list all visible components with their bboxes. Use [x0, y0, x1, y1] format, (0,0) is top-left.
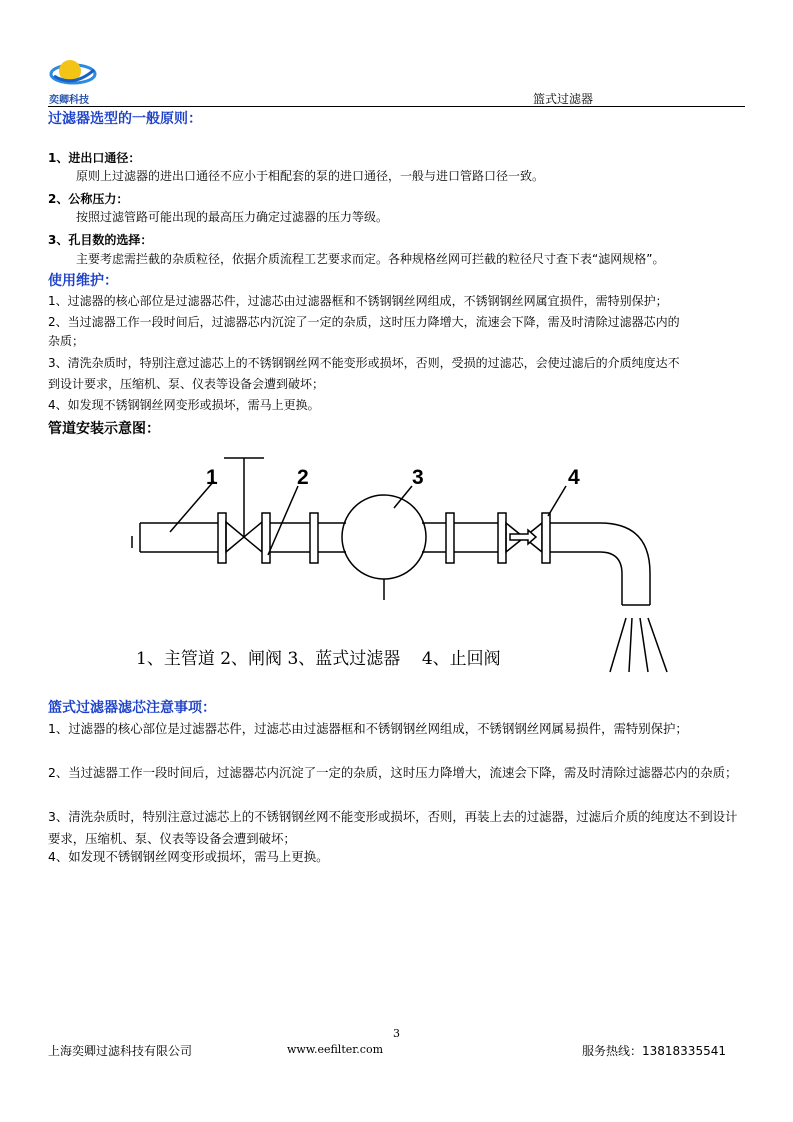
- outlet-elbow: [550, 523, 650, 605]
- notes-paragraph-3: 3、清洗杂质时，特别注意过滤芯上的不锈钢钢丝网不能变形或损坏，否则，再装上去的过滤器，过滤后介质的纯度达不到设计要求，压缩机、泵、仪表等设备会遭到破坏；: [48, 809, 738, 846]
- selection-item-2-text: 按照过滤管路可能出现的最高压力确定过滤器的压力等级。: [76, 210, 389, 224]
- maintenance-line-1: 1、过滤器的核心部位是过滤器芯件，过滤芯由过滤器框和不锈钢钢丝网组成，不锈钢钢丝网属宜损件，需特别保护；: [48, 294, 668, 308]
- maintenance-line-3: 杂质；: [48, 334, 85, 348]
- footer-hotline: 服务热线：13818335541: [582, 1044, 726, 1058]
- footer-company: 上海奕卿过滤科技有限公司: [48, 1044, 193, 1058]
- selection-item-3-label: 3、孔目数的选择：: [48, 233, 153, 247]
- label-number-3: 3: [412, 466, 424, 489]
- selection-item-1-label: 1、进出口通径：: [48, 151, 141, 165]
- footer-website[interactable]: www.eefilter.com: [287, 1043, 384, 1056]
- label-number-1: 1: [206, 466, 218, 489]
- maintenance-line-5: 到设计要求，压缩机、泵、仪表等设备会遭到破坏；: [48, 377, 325, 391]
- maintenance-heading: 使用维护：: [48, 273, 118, 289]
- header-divider: [48, 106, 745, 107]
- notes-paragraph-2: 2、当过滤器工作一段时间后，过滤器芯内沉淀了一定的杂质，这时压力降增大，流速会下降，需及时清除过滤器芯内的杂质；: [48, 765, 738, 780]
- page-number: 3: [393, 1027, 400, 1040]
- maintenance-line-2: 2、当过滤器工作一段时间后，过滤器芯内沉淀了一定的杂质，这时压力降增大，流速会下降，需及时清除过滤器芯内的: [48, 315, 680, 329]
- diagram-caption: 1、主管道 2、闸阀 3、蓝式过滤器 4、止回阀: [136, 649, 501, 669]
- selection-item-3-text: 主要考虑需拦截的杂质粒径，依据介质流程工艺要求而定。各种规格丝网可拦截的粒径尺寸查下表“滤网规格”。: [76, 252, 665, 266]
- maintenance-line-4: 3、清洗杂质时，特别注意过滤芯上的不锈钢钢丝网不能变形或损坏，否则，受损的过滤芯，会使过滤后的介质纯度达不: [48, 356, 680, 370]
- label-number-4: 4: [568, 466, 580, 489]
- logo-text: 奕卿科技: [49, 95, 89, 106]
- notes-paragraph-4: 4、如发现不锈钢钢丝网变形或损坏，需马上更换。: [48, 849, 329, 864]
- notes-paragraph-1: 1、过滤器的核心部位是过滤器芯件，过滤芯由过滤器框和不锈钢钢丝网组成，不锈钢钢丝网属易损件，需特别保护；: [48, 721, 688, 736]
- main-pipe: [140, 523, 218, 552]
- selection-heading: 过滤器选型的一般原则：: [48, 111, 202, 127]
- maintenance-line-6: 4、如发现不锈钢钢丝网变形或损坏，需马上更换。: [48, 398, 320, 412]
- selection-item-2-label: 2、公称压力：: [48, 192, 129, 206]
- basket-filter-icon: [342, 495, 426, 579]
- diagram-heading: 管道安装示意图：: [48, 421, 160, 437]
- document-title: 篮式过滤器: [533, 92, 594, 106]
- selection-item-1-text: 原则上过滤器的进出口通径不应小于相配套的泵的进口通径，一般与进口管路口径一致。: [76, 169, 545, 183]
- label-number-2: 2: [297, 466, 309, 489]
- notes-heading: 篮式过滤器滤芯注意事项：: [48, 700, 216, 716]
